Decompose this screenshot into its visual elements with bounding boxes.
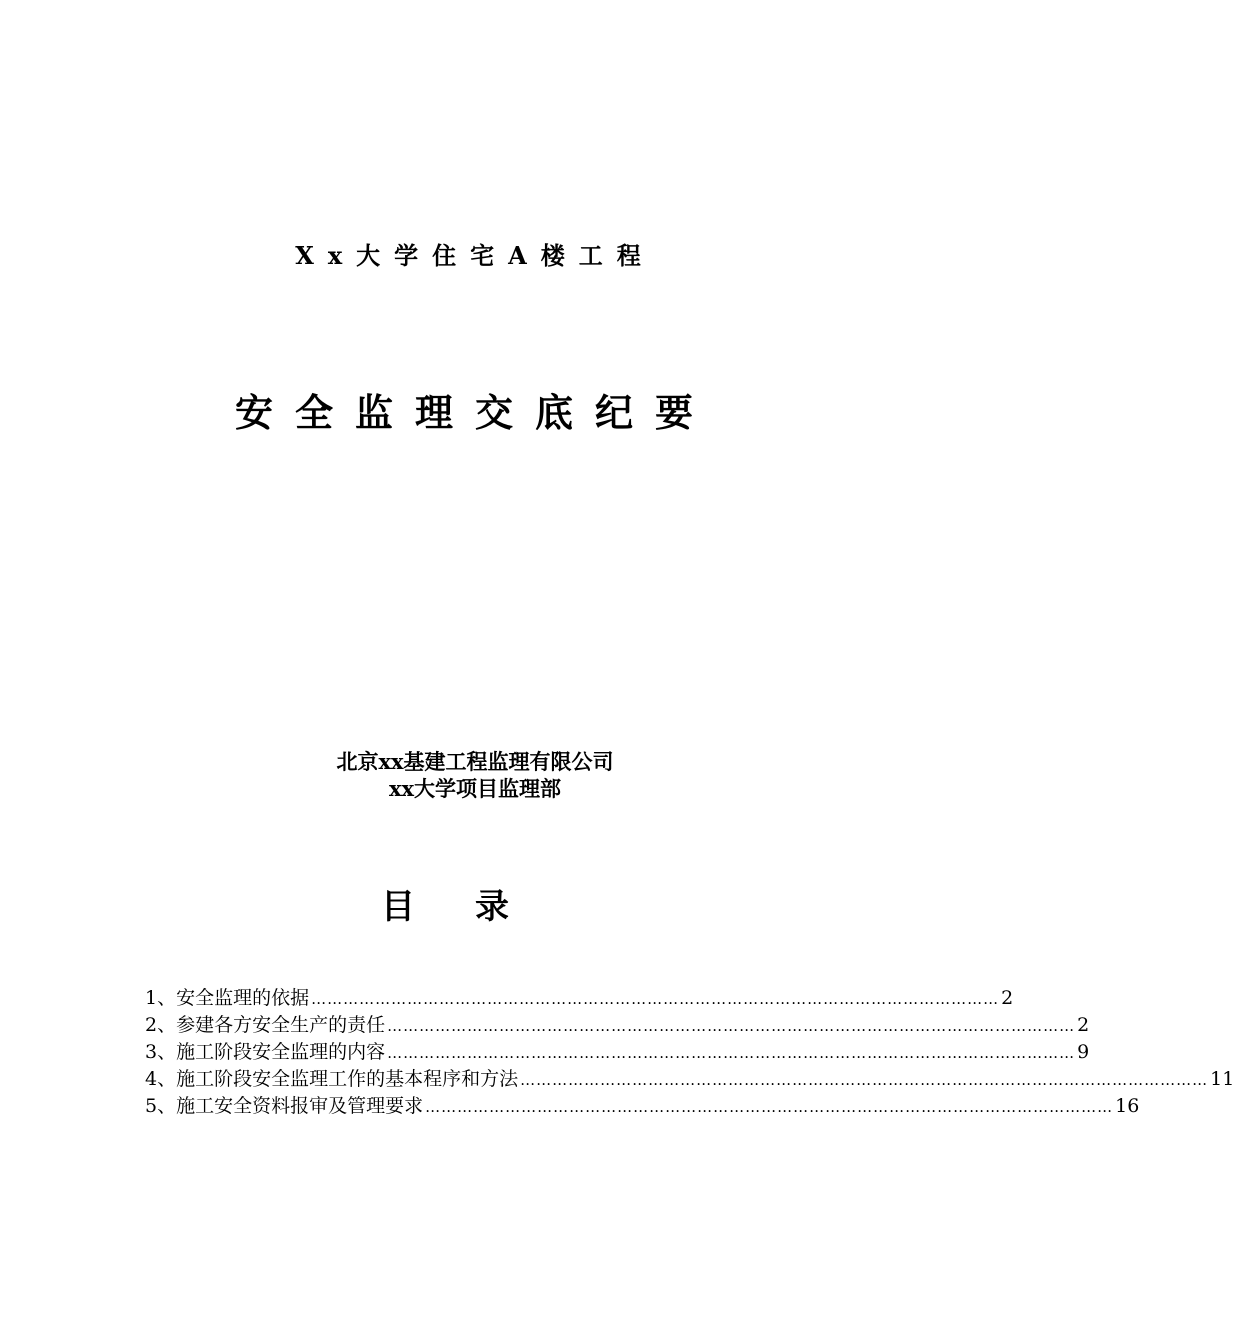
toc-item-label: 参建各方安全生产的责任 (176, 1014, 386, 1036)
toc-dot-leader: ………………………………………………………………………………………………………………… (425, 1098, 1114, 1116)
toc-item[interactable] (145, 1066, 1234, 1093)
toc-item-page: 9 (1077, 1041, 1090, 1063)
toc-item[interactable] (145, 985, 1014, 1012)
toc-item[interactable] (145, 1012, 1090, 1039)
toc-item-page: 2 (1077, 1014, 1090, 1036)
department-name: xx大学项目监理部 (388, 776, 562, 801)
toc-dot-leader: ………………………………………………………………………………………………………………… (311, 990, 1000, 1008)
toc-dot-leader: ………………………………………………………………………………………………………………… (387, 1044, 1076, 1062)
table-of-contents (145, 985, 1234, 1120)
toc-item-label: 施工安全资料报审及管理要求 (176, 1095, 424, 1117)
toc-item-page: 11 (1210, 1068, 1234, 1090)
toc-item-label: 施工阶段安全监理的内容 (176, 1041, 386, 1063)
toc-item-number: 2、 (145, 1014, 177, 1036)
document-title: 安全监理交底纪要 (234, 390, 715, 435)
toc-item-page: 2 (1001, 987, 1014, 1009)
toc-item-number: 3、 (145, 1041, 177, 1063)
toc-item-number: 5、 (145, 1095, 177, 1117)
organization-name: 北京xx基建工程监理有限公司 (336, 749, 614, 774)
toc-item-number: 4、 (145, 1068, 177, 1090)
toc-dot-leader: ………………………………………………………………………………………………………………… (520, 1071, 1209, 1089)
project-name: Xx大学住宅A楼工程 (295, 241, 655, 270)
toc-dot-leader: ………………………………………………………………………………………………………………… (387, 1017, 1076, 1035)
toc-item-label: 施工阶段安全监理工作的基本程序和方法 (176, 1068, 519, 1090)
toc-item[interactable] (145, 1039, 1090, 1066)
toc-item-page: 16 (1115, 1095, 1140, 1117)
toc-item-label: 安全监理的依据 (176, 987, 310, 1009)
toc-heading: 目录 (381, 887, 569, 927)
toc-item[interactable] (145, 1093, 1140, 1120)
toc-item-number: 1、 (145, 987, 177, 1009)
organization-block (0, 748, 950, 802)
